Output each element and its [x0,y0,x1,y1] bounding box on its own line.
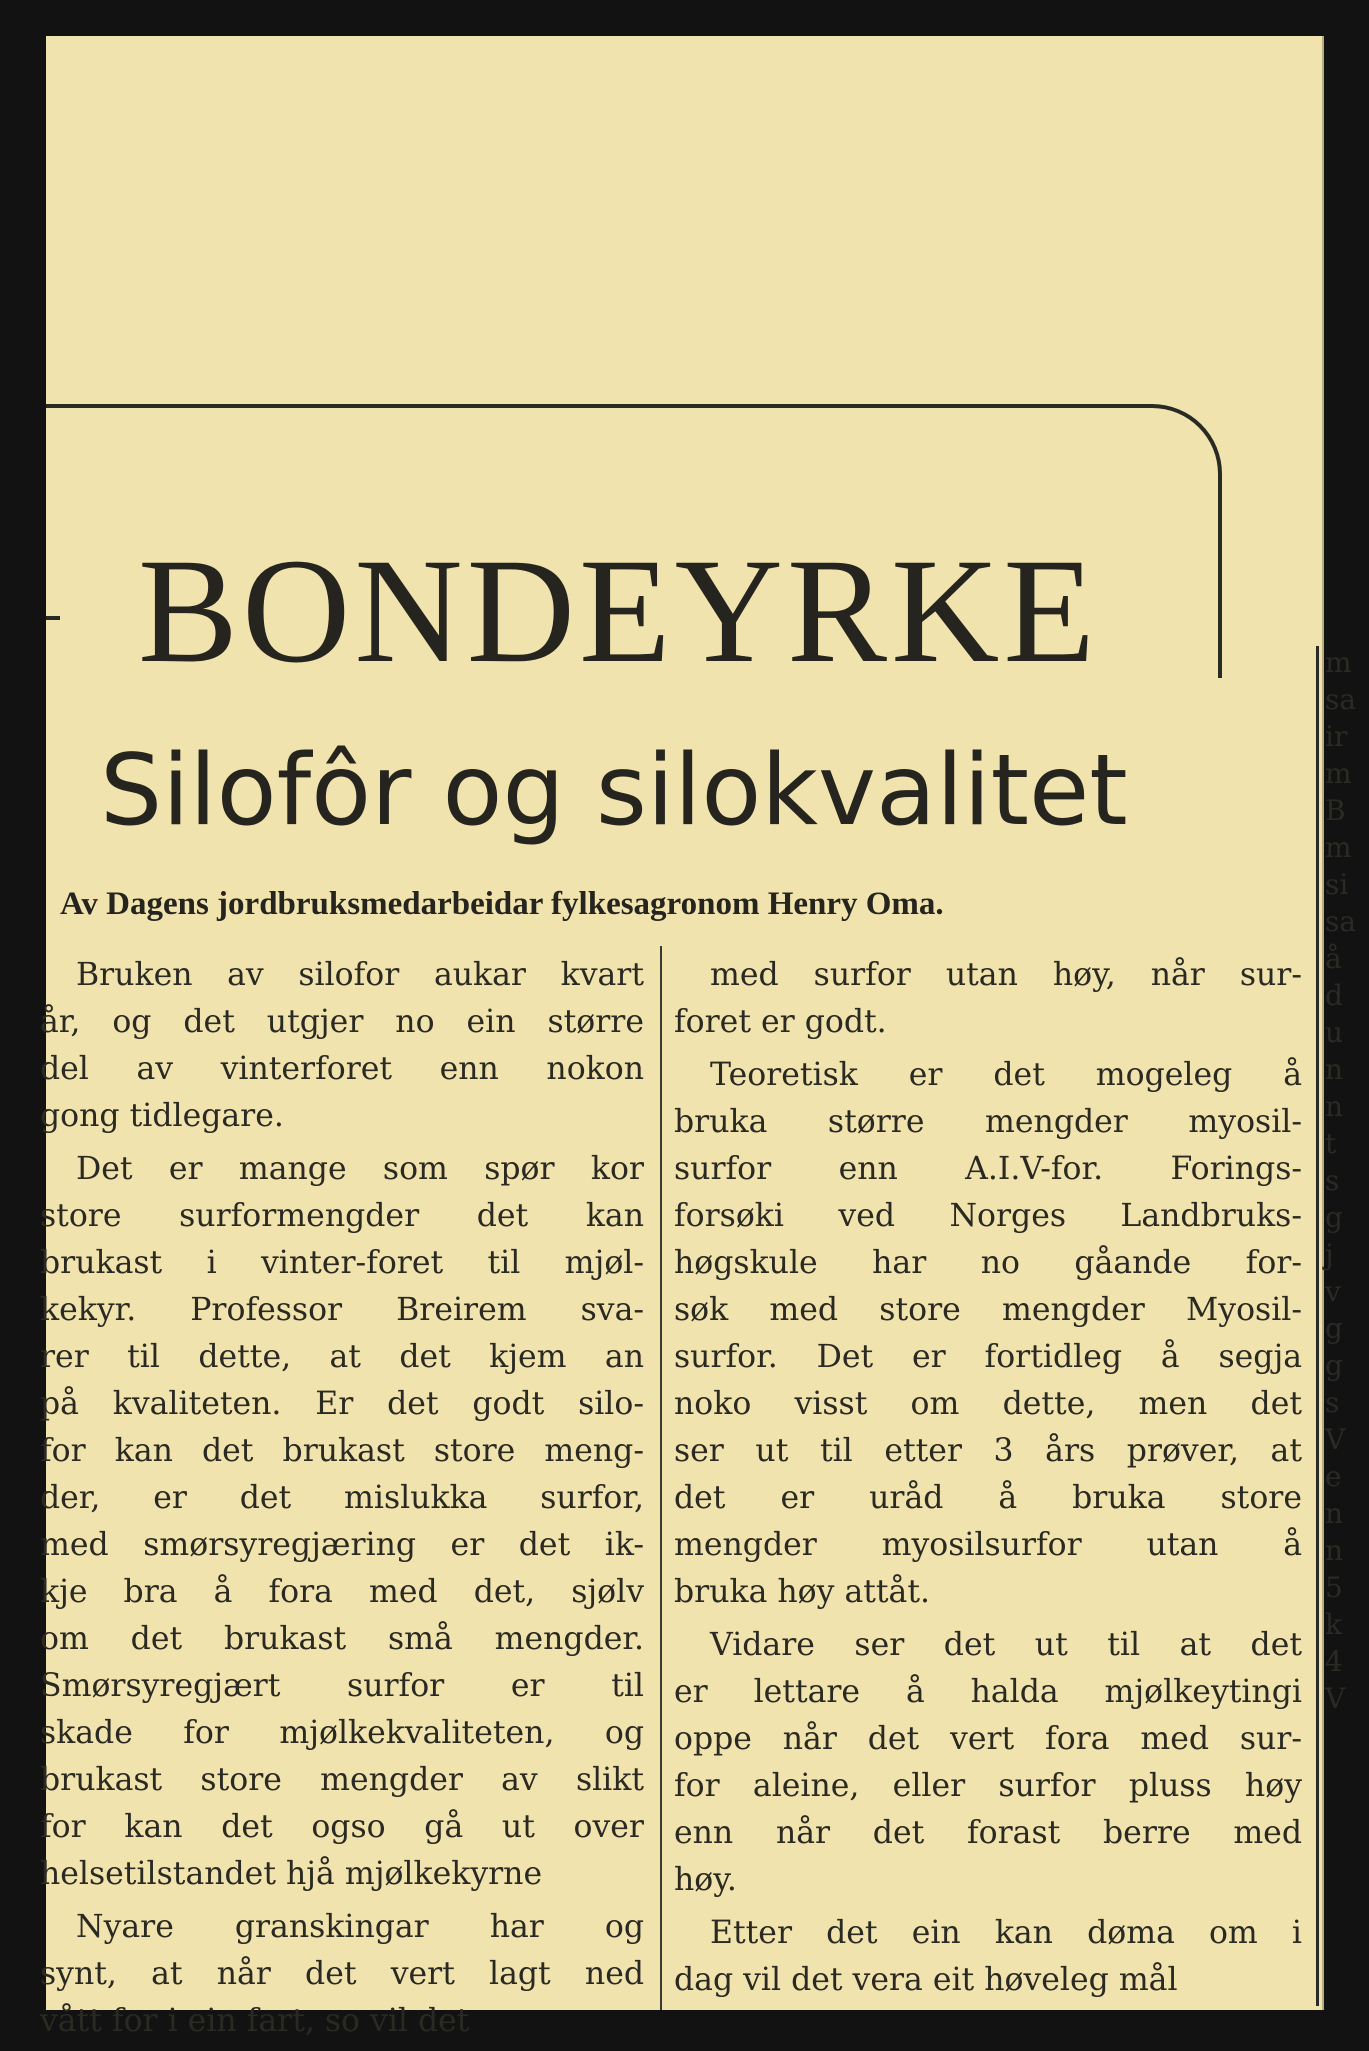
text-line: skade for mjølkekvaliteten, og [40,1715,644,1751]
fragment-letter: k [1325,1608,1342,1641]
paragraph [40,952,644,1140]
text-line: rer til dette, at det kjem an [40,1339,644,1375]
fragment-letter: V [1325,1423,1346,1456]
fragment-letter: 5 [1325,1571,1343,1604]
fragment-letter: m [1325,831,1352,864]
fragment-letter: si [1325,868,1349,901]
text-line: Nyare granskingar har og [76,1909,644,1945]
text-line: Smørsyregjært surfor er til [40,1668,644,1704]
fragment-letter: j [1325,1238,1334,1271]
column-divider [660,946,662,2010]
text-line: der, er det mislukka surfor, [40,1480,644,1516]
text-line: Bruken av silofor aukar kvart [76,957,644,993]
text-line: søk med store mengder Myosil- [674,1292,1302,1328]
text-line: gong tidlegare. [40,1098,284,1134]
left-column [40,952,644,2051]
fragment-letter: s [1325,1164,1340,1197]
text-line: del av vinterforet enn nokon [40,1051,644,1087]
text-line: Teoretisk er det mogeleg å [710,1057,1302,1093]
text-line: mengder myosilsurfor utan å [674,1527,1302,1563]
text-line: Etter det ein kan døma om i [710,1915,1302,1951]
fragment-letter: V [1325,1682,1346,1715]
text-line: noko visst om dette, men det [674,1386,1302,1422]
fragment-letter: m [1325,646,1352,679]
fragment-letter: u [1325,1016,1344,1049]
text-line: dag vil det vera eit høveleg mål [674,1962,1178,1998]
fragment-letter: t [1325,1127,1337,1160]
fragment-letter: sa [1325,683,1357,716]
text-line: år, og det utgjer no ein større [40,1004,644,1040]
text-line: Vidare ser det ut til at det [710,1627,1302,1663]
text-line: forsøki ved Norges Landbruks- [674,1198,1302,1234]
paragraph [40,1904,644,2045]
text-line: surfor. Det er fortidleg å segja [674,1339,1302,1375]
text-line: helsetilstandet hjå mjølkekyrne [40,1856,543,1892]
paragraph [674,952,1302,1046]
paragraph [674,1622,1302,1904]
right-column [674,952,1302,2010]
text-line: er lettare å halda mjølkeytingi [674,1674,1302,1710]
text-line: foret er godt. [674,1004,887,1040]
paragraph [674,1052,1302,1616]
fragment-letter: sa [1325,905,1357,938]
newspaper-clipping [40,36,1357,2039]
text-line: Det er mange som spør kor [76,1151,644,1187]
article-subhead: Silofôr og silokvalitet [100,734,1128,848]
fragment-letter: n [1325,1534,1344,1567]
fragment-letter: g [1325,1201,1343,1234]
text-line: synt, at når det vert lagt ned [40,1956,644,1992]
fragment-letter: g [1325,1312,1343,1345]
text-line: om det brukast små mengder. [40,1621,644,1657]
text-line: brukast store mengder av slikt [40,1762,644,1798]
text-line: enn når det forast berre med [674,1815,1302,1851]
fragment-letter: d [1325,979,1343,1012]
text-line: høy. [674,1862,737,1898]
text-line: store surformengder det kan [40,1198,644,1234]
text-line: med surfor utan høy, når sur- [710,957,1302,993]
fragment-letter: 4 [1325,1645,1343,1678]
text-line: surfor enn A.I.V-for. Forings- [674,1151,1302,1187]
article-headline: BONDEYRKE [138,528,1099,694]
fragment-letter: n [1325,1497,1344,1530]
adjacent-column-fragment [1316,646,1369,2006]
text-line: oppe når det vert fora med sur- [674,1721,1302,1757]
text-line: brukast i vinter-foret til mjøl- [40,1245,644,1281]
fragment-letter: B [1325,794,1346,827]
fragment-letter: m [1325,757,1352,790]
fragment-letter: e [1325,1460,1342,1493]
text-line: ser ut til etter 3 års prøver, at [674,1433,1302,1469]
text-line: høgskule har no gåande for- [674,1245,1302,1281]
text-line: kje bra å fora med det, sjølv [40,1574,644,1610]
text-line: med smørsyregjæring er det ik- [40,1527,644,1563]
fragment-letter: g [1325,1349,1343,1382]
text-line: kekyr. Professor Breirem sva- [40,1292,644,1328]
article-byline: Av Dagens jordbruksmedarbeidar fylkesagronom Henry Oma. [60,886,944,922]
frame-mark [46,616,60,620]
fragment-letter: v [1325,1275,1341,1308]
text-line: på kvaliteten. Er det godt silo- [40,1386,644,1422]
fragment-letter: å [1325,942,1342,975]
paragraph [40,1146,644,1898]
fragment-letter: ir [1325,720,1348,753]
text-line: for kan det ogso gå ut over [40,1809,644,1845]
text-line: bruka større mengder myosil- [674,1104,1302,1140]
fragment-letter: n [1325,1090,1344,1123]
paragraph [674,1910,1302,2004]
text-line: vått for i ein fart, so vil det [40,2003,470,2039]
text-line: for kan det brukast store meng- [40,1433,644,1469]
text-line: for aleine, eller surfor pluss høy [674,1768,1302,1804]
fragment-letter: s [1325,1386,1340,1419]
text-line: det er uråd å bruka store [674,1480,1302,1516]
fragment-letter: n [1325,1053,1344,1086]
text-line: bruka høy attåt. [674,1574,930,1610]
